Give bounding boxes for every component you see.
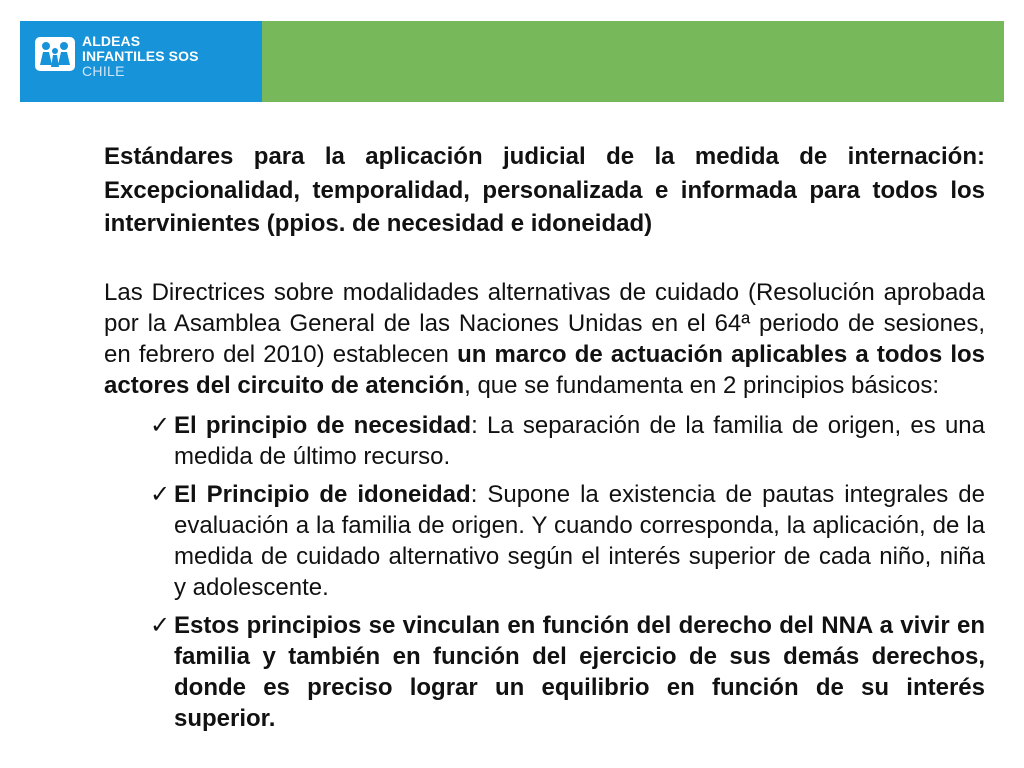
list-item [104, 610, 985, 734]
intro-paragraph [104, 277, 985, 401]
list-item [104, 410, 985, 472]
checkmark-icon: ✓ [150, 480, 171, 508]
checkmark-icon: ✓ [150, 411, 171, 439]
checkmark-icon: ✓ [150, 611, 171, 639]
principles-list [104, 410, 985, 734]
intro-text-start: Las Directrices sobre modalidades alternativas de cuidado (Resolución aprobada por la Asamblea General de las Naciones Unidas en el 64ª periodo de sesiones, en febrero del 2010) establecen [104, 278, 985, 368]
header-banner [20, 21, 1004, 102]
principle-title: El Principio de idoneidad [174, 480, 471, 508]
logo-block[interactable] [20, 21, 262, 102]
principle-text: : La separación de la familia de origen, es una medida de último recurso. [174, 411, 985, 470]
principle-text: : Supone la existencia de pautas integrales de evaluación a la familia de origen. Y cuando corresponda, la aplicación, de la medida de cuidado alternativo según el interés superior de cada niño, niña y adolescente. [174, 480, 985, 601]
list-item [104, 479, 985, 603]
logo-text [82, 34, 199, 79]
slide-heading: Estándares para la aplicación judicial de la medida de internación: Excepcionalidad, temporalidad, personalizada e informada para todos los intervinientes (ppios. de necesidad e idoneidad) [104, 143, 985, 237]
intro-text-end: , que se fundamenta en 2 principios básicos: [464, 371, 940, 399]
slide-content [104, 140, 985, 741]
intro-text-bold: un marco de actuación aplicables a todos los actores del circuito de atención [104, 340, 986, 399]
children-family-icon [35, 37, 75, 71]
principle-title: El principio de necesidad [174, 411, 472, 439]
logo-line-2: INFANTILES SOS [82, 48, 199, 64]
logo-line-1: ALDEAS [82, 33, 141, 49]
logo-line-3: CHILE [82, 63, 125, 79]
principle-title: Estos principios se vinculan en función del derecho del NNA a vivir en familia y también en función del ejercicio de sus demás derechos, donde es preciso lograr un equilibrio en función de su interés superior. [174, 611, 985, 732]
